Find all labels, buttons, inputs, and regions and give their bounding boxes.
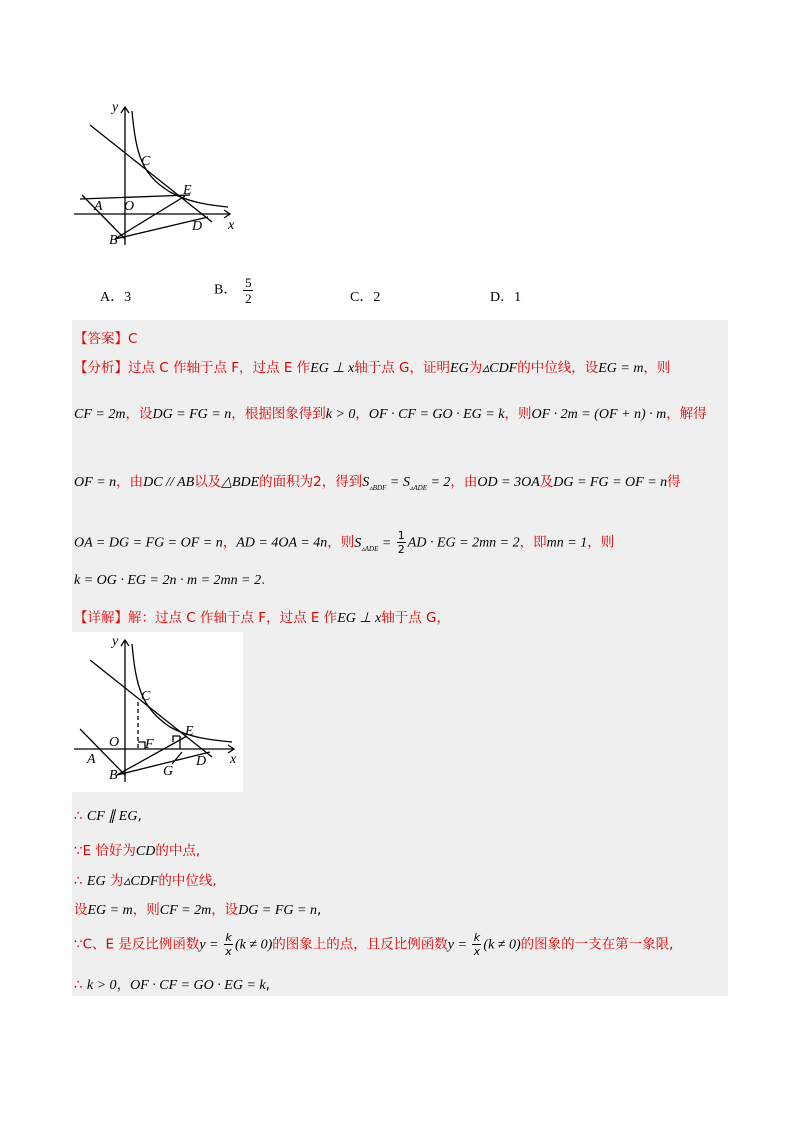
math-expr: y =	[199, 937, 223, 953]
math-expr: k > 0	[86, 978, 117, 993]
step-text: ，则	[132, 902, 160, 918]
analysis-text: ，则	[643, 360, 671, 376]
graph-figure-detail	[72, 632, 243, 792]
analysis-line-5	[74, 572, 265, 589]
math-expr: y =	[447, 937, 471, 953]
answer-line	[74, 327, 137, 347]
punct: ,	[137, 808, 142, 824]
therefore-symbol: ∴	[74, 977, 87, 993]
label-d: D	[196, 754, 207, 769]
label-c: C	[141, 689, 151, 704]
analysis-text: ，则	[504, 406, 532, 422]
math-expr: $S_{▵BDF} = S_{▵ADE} = 2$	[362, 475, 451, 492]
math-expr: k = OG · EG = 2n · m = 2mn = 2	[74, 573, 262, 588]
analysis-tag: 【分析】	[74, 360, 128, 376]
math-expr: △BDE	[221, 475, 260, 490]
punct: ,	[316, 902, 322, 918]
analysis-text: ，由	[450, 474, 478, 490]
therefore-symbol: ∴	[74, 808, 87, 824]
analysis-text: ，则	[327, 534, 355, 551]
analysis-text: 的面积为2，得到	[259, 474, 363, 490]
label-o: O	[109, 735, 120, 750]
math-expr: OF = n	[74, 475, 117, 490]
choice-b-numerator: 5	[245, 275, 252, 290]
step-1	[74, 808, 142, 825]
graph-figure-top	[70, 95, 240, 255]
analysis-text: 以及	[194, 474, 222, 490]
step-5	[74, 932, 673, 957]
step-text: 设	[74, 902, 88, 918]
choice-b	[214, 276, 253, 305]
analysis-text: 及	[539, 474, 554, 490]
label-y: y	[112, 634, 119, 649]
analysis-text: ，由	[116, 474, 144, 490]
label-b: B	[109, 768, 118, 783]
label-y: y	[112, 100, 119, 115]
punct: ，	[116, 977, 131, 993]
label-e: E	[185, 724, 194, 739]
analysis-line-4	[74, 530, 614, 555]
math-expr: $S_{▵ADE}$ =	[354, 535, 395, 553]
math-expr: OF · CF = GO · EG = k	[368, 407, 505, 422]
math-expr: DG = FG = n	[238, 903, 317, 918]
answer-value: C	[128, 331, 138, 347]
math-expr: OA = DG = FG = OF = n	[74, 535, 223, 551]
label-x: x	[228, 218, 235, 233]
answer-tag: 【答案】	[74, 331, 128, 347]
label-a: A	[87, 752, 96, 767]
step-text: 为	[105, 873, 124, 889]
analysis-text: 过点 C 作轴于点 F，过点 E 作	[128, 360, 311, 376]
detail-text: 轴于点 G，	[381, 610, 451, 626]
step-text: ∵E 恰好为	[74, 843, 136, 859]
step-text: 的中点,	[155, 843, 201, 859]
detail-text: 解：过点 C 作轴于点 F，过点 E 作	[128, 610, 338, 626]
math-expr: AD = 4OA = 4n	[236, 535, 328, 551]
step-text: ，设	[211, 902, 239, 918]
step-6	[74, 973, 270, 994]
math-expr: CF = 2m	[74, 407, 126, 422]
math-expr: (k ≠ 0)	[483, 937, 521, 953]
label-a: A	[94, 199, 103, 214]
step-4	[74, 898, 321, 919]
math-expr: DG = FG = OF = n	[553, 475, 668, 490]
math-expr: OF · CF = GO · EG = k	[130, 978, 266, 993]
math-expr: k > 0	[325, 407, 356, 422]
math-expr: CF = 2m	[159, 903, 212, 918]
line-ab-real	[82, 195, 125, 239]
label-d: D	[192, 219, 203, 234]
choice-b-denominator: 2	[245, 291, 252, 306]
math-expr: ▵CDF	[123, 874, 159, 889]
math-expr: EG = m	[87, 903, 133, 918]
math-expr: ▵CDF	[482, 361, 518, 376]
math-expr: (k ≠ 0)	[235, 937, 273, 953]
choice-b-fraction	[243, 276, 253, 305]
math-expr: mn = 1	[546, 535, 588, 551]
fraction-k-over-x-2: $\frac{k}{x}$	[473, 931, 481, 958]
analysis-text: ，	[355, 406, 369, 422]
choice-b-label: B．	[214, 282, 238, 298]
math-expr: EG	[86, 874, 106, 889]
analysis-text: 的中位线，设	[517, 360, 599, 376]
analysis-text: 轴于点 G，证明	[354, 360, 451, 376]
analysis-line-1	[74, 356, 670, 377]
step-2	[74, 839, 200, 860]
label-o: O	[124, 199, 135, 214]
therefore-symbol: ∴	[74, 873, 87, 889]
math-expr: EG = m	[598, 361, 644, 376]
label-e: E	[183, 183, 192, 198]
right-angle-f	[138, 742, 145, 749]
choice-d: D．1	[490, 290, 522, 305]
label-b: B	[109, 233, 118, 248]
punct: ,	[265, 977, 270, 993]
analysis-text: .	[261, 572, 266, 588]
choice-a: A．3	[100, 290, 132, 305]
step-3	[74, 869, 217, 890]
choice-c: C．2	[350, 290, 381, 305]
analysis-text: ，根据图象得到	[231, 406, 326, 422]
step-text: ∵C、E 是反比例函数	[74, 936, 200, 953]
math-expr: CF ∥ EG	[86, 809, 138, 824]
analysis-text: 得	[667, 474, 681, 490]
math-expr: OD = 3OA	[477, 475, 540, 490]
step-text: 的中位线,	[158, 873, 217, 889]
math-expr: DC // AB	[143, 475, 195, 490]
math-expr: AD · EG = 2mn = 2	[407, 535, 520, 551]
math-expr: EG ⊥ x	[337, 611, 382, 626]
step-text: 的图象上的点，且反比例函数	[272, 936, 448, 953]
detail-tag: 【详解】	[74, 610, 128, 626]
analysis-text: ，则	[587, 534, 615, 551]
math-expr: DG = FG = n	[152, 407, 232, 422]
math-expr: CD	[135, 844, 156, 859]
analysis-line-3	[74, 470, 681, 492]
fraction-k-over-x: $\frac{k}{x}$	[225, 931, 232, 958]
math-expr: EG	[450, 361, 469, 376]
g-arrow	[172, 752, 182, 764]
analysis-text: ，	[222, 534, 237, 551]
math-expr: OF · 2m = (OF + n) · m	[531, 407, 667, 422]
label-g: G	[163, 764, 174, 779]
fraction-half: $\frac{1}{2}$	[397, 529, 405, 556]
analysis-text: 为	[468, 360, 483, 376]
step-text: 的图象的一支在第一象限,	[520, 936, 674, 953]
label-c: C	[141, 154, 151, 169]
analysis-text: ，即	[519, 534, 547, 551]
line-cd	[90, 125, 212, 222]
analysis-text: ，解得	[666, 406, 707, 422]
analysis-line-2	[74, 402, 707, 423]
label-f: F	[145, 737, 154, 752]
label-x: x	[230, 752, 237, 767]
detail-line-1	[74, 606, 450, 627]
math-expr: EG ⊥ x	[310, 361, 355, 376]
analysis-text: ，设	[125, 406, 153, 422]
